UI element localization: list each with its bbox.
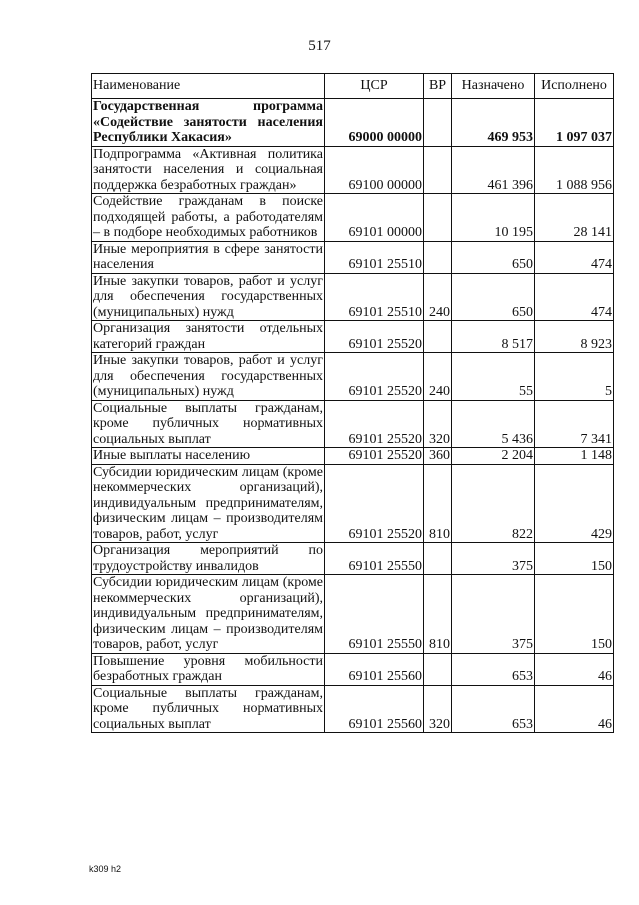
cell-vr: 360 xyxy=(424,448,452,465)
cell-executed: 1 148 xyxy=(535,448,614,465)
cell-planned: 375 xyxy=(452,543,535,575)
header-planned: Назначено xyxy=(452,74,535,99)
table-row xyxy=(92,448,614,465)
cell-vr xyxy=(424,146,452,194)
cell-csr: 69101 25520 xyxy=(325,321,424,353)
cell-name: Содействие гражданам в поиске подходящей работы, а работодателям – в подборе необходимых работников xyxy=(93,194,323,240)
cell-executed: 28 141 xyxy=(535,194,614,242)
cell-planned: 653 xyxy=(452,653,535,685)
budget-table xyxy=(91,73,614,733)
cell-vr xyxy=(424,653,452,685)
cell-planned: 822 xyxy=(452,464,535,543)
cell-name: Субсидии юридическим лицам (кроме некоммерческих организаций), индивидуальным предпринимателям, физическим лицам – производителям товаров, работ, услуг xyxy=(93,464,323,542)
cell-name: Социальные выплаты гражданам, кроме публичных нормативных социальных выплат xyxy=(93,685,323,732)
table-row xyxy=(92,194,614,242)
cell-csr: 69101 25550 xyxy=(325,543,424,575)
cell-vr: 320 xyxy=(424,400,452,448)
table-body xyxy=(92,99,614,733)
cell-planned: 469 953 xyxy=(452,99,535,147)
table-row xyxy=(92,99,614,147)
page-number: 517 xyxy=(308,38,331,54)
cell-vr xyxy=(424,241,452,273)
table-row xyxy=(92,353,614,401)
cell-csr: 69101 25520 xyxy=(325,400,424,448)
cell-name: Социальные выплаты гражданам, кроме публичных нормативных социальных выплат xyxy=(93,400,323,447)
table-row xyxy=(92,146,614,194)
cell-executed: 46 xyxy=(535,685,614,733)
cell-csr: 69100 00000 xyxy=(325,146,424,194)
cell-planned: 650 xyxy=(452,273,535,321)
table-header-row xyxy=(92,74,614,99)
cell-name: Иные мероприятия в сфере занятости населения xyxy=(93,241,323,272)
cell-executed: 150 xyxy=(535,543,614,575)
table-row xyxy=(92,241,614,273)
cell-name: Государственная программа «Содействие занятости населения Республики Хакасия» xyxy=(93,99,323,145)
cell-csr: 69101 25510 xyxy=(325,273,424,321)
cell-vr: 240 xyxy=(424,273,452,321)
cell-planned: 375 xyxy=(452,575,535,654)
cell-planned: 653 xyxy=(452,685,535,733)
cell-planned: 10 195 xyxy=(452,194,535,242)
cell-vr: 320 xyxy=(424,685,452,733)
cell-csr: 69101 25510 xyxy=(325,241,424,273)
header-name: Наименование xyxy=(92,74,325,99)
cell-executed: 7 341 xyxy=(535,400,614,448)
table-row xyxy=(92,273,614,321)
cell-vr xyxy=(424,99,452,147)
cell-executed: 429 xyxy=(535,464,614,543)
cell-executed: 150 xyxy=(535,575,614,654)
header-csr: ЦСР xyxy=(325,74,424,99)
cell-executed: 8 923 xyxy=(535,321,614,353)
cell-planned: 650 xyxy=(452,241,535,273)
cell-vr: 810 xyxy=(424,464,452,543)
cell-executed: 46 xyxy=(535,653,614,685)
cell-name: Подпрограмма «Активная политика занятости населения и социальная поддержка безработных граждан» xyxy=(93,146,323,193)
cell-executed: 1 097 037 xyxy=(535,99,614,147)
cell-planned: 461 396 xyxy=(452,146,535,194)
cell-name: Иные выплаты населению xyxy=(92,448,325,465)
table-row xyxy=(92,653,614,685)
cell-vr: 240 xyxy=(424,353,452,401)
header-executed: Исполнено xyxy=(535,74,614,99)
cell-planned: 55 xyxy=(452,353,535,401)
table-row xyxy=(92,400,614,448)
cell-planned: 2 204 xyxy=(452,448,535,465)
cell-vr: 810 xyxy=(424,575,452,654)
cell-executed: 474 xyxy=(535,241,614,273)
cell-name: Организация мероприятий по трудоустройству инвалидов xyxy=(93,543,323,574)
table-row xyxy=(92,321,614,353)
cell-csr: 69101 25560 xyxy=(325,685,424,733)
cell-csr: 69101 25520 xyxy=(325,448,424,465)
table-row xyxy=(92,685,614,733)
cell-executed: 5 xyxy=(535,353,614,401)
cell-name: Субсидии юридическим лицам (кроме некоммерческих организаций), индивидуальным предпринимателям, физическим лицам – производителям товаров, работ, услуг xyxy=(93,575,323,652)
header-vr: ВР xyxy=(424,74,452,99)
cell-planned: 8 517 xyxy=(452,321,535,353)
cell-vr xyxy=(424,194,452,242)
table-row xyxy=(92,575,614,654)
cell-csr: 69000 00000 xyxy=(325,99,424,147)
cell-name: Иные закупки товаров, работ и услуг для обеспечения государственных (муниципальных) нужд xyxy=(93,273,323,320)
table-row xyxy=(92,543,614,575)
cell-csr: 69101 25560 xyxy=(325,653,424,685)
cell-vr xyxy=(424,543,452,575)
table-row xyxy=(92,464,614,543)
cell-name: Иные закупки товаров, работ и услуг для обеспечения государственных (муниципальных) нужд xyxy=(93,353,323,399)
cell-csr: 69101 25520 xyxy=(325,464,424,543)
cell-name: Организация занятости отдельных категорий граждан xyxy=(93,321,323,352)
cell-executed: 474 xyxy=(535,273,614,321)
cell-name: Повышение уровня мобильности безработных граждан xyxy=(93,653,323,684)
cell-executed: 1 088 956 xyxy=(535,146,614,194)
cell-csr: 69101 00000 xyxy=(325,194,424,242)
cell-csr: 69101 25520 xyxy=(325,353,424,401)
cell-csr: 69101 25550 xyxy=(325,575,424,654)
footer-code: k309 h2 xyxy=(89,864,122,874)
cell-planned: 5 436 xyxy=(452,400,535,448)
cell-vr xyxy=(424,321,452,353)
